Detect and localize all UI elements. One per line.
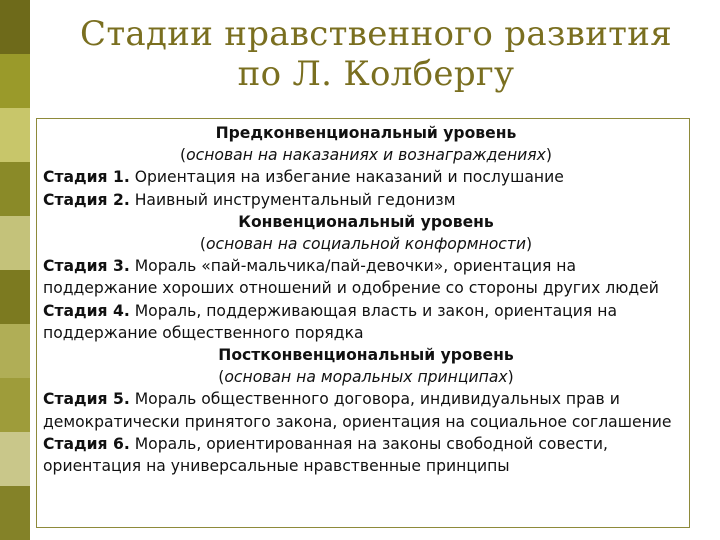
stage-label: Стадия 6. <box>43 434 130 453</box>
stage-label: Стадия 5. <box>43 390 130 409</box>
title-line-1: Стадии нравственного развития <box>80 14 672 54</box>
page-title <box>32 14 720 94</box>
sidebar-segment <box>0 486 30 540</box>
level-heading-postconventional: Постконвенциональный уровень <box>218 346 514 365</box>
stage-label: Стадия 4. <box>43 301 130 320</box>
stage-text: Мораль, ориентированная на законы свободной совести, ориентация на универсальные нравственные принципы <box>43 434 608 476</box>
level-note-text: основан на социальной конформности <box>205 235 527 254</box>
sidebar-segment <box>0 216 30 270</box>
stage-text: Мораль общественного договора, индивидуальных прав и демократически принятого закона, ориентация на социальное соглашение <box>43 390 672 431</box>
level-heading-conventional: Конвенциональный уровень <box>238 212 494 231</box>
stage-label: Стадия 1. <box>43 168 130 187</box>
stage-text: Ориентация на избегание наказаний и послушание <box>129 168 564 187</box>
stage-text: Мораль «пай-мальчика/пай-девочки», ориентация на поддержание хороших отношений и одобрение со стороны других людей <box>43 257 659 298</box>
sidebar-segment <box>0 324 30 378</box>
stage-text: Мораль, поддерживающая власть и закон, ориентация на поддержание общественного порядка <box>43 301 618 342</box>
stage-3 <box>43 255 683 299</box>
level-note-conventional: (основан на социальной конформности) <box>199 235 533 254</box>
stage-5 <box>43 388 683 432</box>
sidebar-segment <box>0 0 30 54</box>
sidebar-segment <box>0 162 30 216</box>
stage-6 <box>43 433 683 477</box>
decorative-sidebar <box>0 0 30 540</box>
stage-text: Наивный инструментальный гедонизм <box>129 190 456 209</box>
level-note-text: основан на моральных принципах <box>224 368 508 387</box>
stage-2 <box>43 189 689 211</box>
stage-1 <box>43 166 689 188</box>
stage-4 <box>43 300 683 344</box>
content-box <box>36 118 690 528</box>
stage-label: Стадия 3. <box>43 257 130 276</box>
sidebar-segment <box>0 108 30 162</box>
level-heading-preconventional: Предконвенциональный уровень <box>215 124 517 142</box>
sidebar-segment <box>0 432 30 486</box>
level-note-text: основан на наказаниях и вознаграждениях <box>186 146 546 165</box>
sidebar-segment <box>0 54 30 108</box>
title-line-2: по Л. Колбергу <box>237 54 515 94</box>
stage-label: Стадия 2. <box>43 190 130 209</box>
sidebar-segment <box>0 270 30 324</box>
level-note-postconventional: (основан на моральных принципах) <box>218 368 514 387</box>
sidebar-segment <box>0 378 30 432</box>
level-note-preconventional: (основан на наказаниях и вознаграждениях) <box>180 146 552 165</box>
